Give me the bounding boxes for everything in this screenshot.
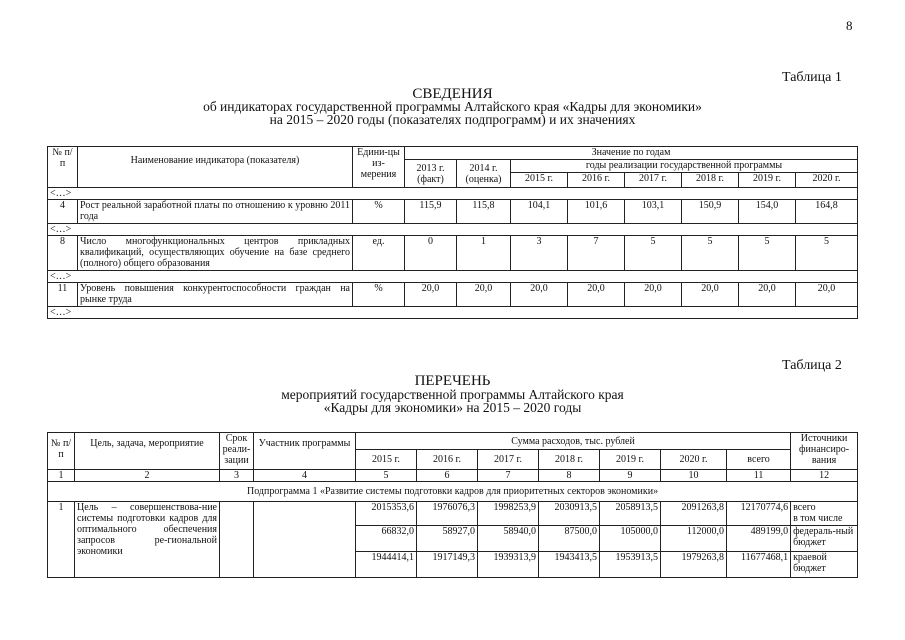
indicator-unit: ед.	[353, 236, 405, 271]
table-row	[48, 236, 858, 271]
page-number: 8	[846, 18, 853, 33]
col-name-header: Наименование индикатора (показателя)	[78, 147, 353, 188]
value-cell: 7	[568, 236, 625, 271]
value-cell: 0	[405, 236, 457, 271]
year-header: 2015 г.	[511, 173, 568, 188]
column-number: 7	[478, 470, 539, 482]
column-number: 1	[48, 470, 75, 482]
value-cell: 20,0	[405, 283, 457, 307]
year-header: 2019 г.	[739, 173, 796, 188]
year-header: 2020 г.	[661, 450, 727, 470]
sum-cell: 105000,0	[600, 526, 661, 552]
sum-cell: 2015353,6	[356, 502, 417, 526]
col-source-header: Источники финансиро-вания	[791, 433, 858, 470]
value-cell: 20,0	[682, 283, 739, 307]
col-participant-header: Участник программы	[254, 433, 356, 470]
sum-cell: 2091263,8	[661, 502, 727, 526]
col-term-header: Срок реали-зации	[220, 433, 254, 470]
value-cell: 5	[625, 236, 682, 271]
table2-subtitle-2: «Кадры для экономики» на 2015 – 2020 годы	[323, 400, 582, 415]
value-cell: 5	[796, 236, 858, 271]
year-header: 2015 г.	[356, 450, 417, 470]
goal-text: Цель – совершенствова-ние системы подготовки кадров для оптимального обеспечения запросов ре-гиональной экономики	[75, 502, 220, 578]
table-row	[48, 283, 858, 307]
column-number: 5	[356, 470, 417, 482]
sum-cell: 12170774,6	[727, 502, 791, 526]
table1-subtitle-2: на 2015 – 2020 годы (показателях подпрограмм) и их значениях	[269, 112, 636, 127]
col-goal-header: Цель, задача, мероприятие	[75, 433, 220, 470]
value-cell: 20,0	[739, 283, 796, 307]
table2-subtitle-1: мероприятий государственной программы Алтайского края	[281, 387, 624, 402]
year-header: 2017 г.	[625, 173, 682, 188]
sum-cell: 112000,0	[661, 526, 727, 552]
value-cell: 20,0	[457, 283, 511, 307]
sum-cell: 11677468,1	[727, 552, 791, 578]
sum-cell: 58927,0	[417, 526, 478, 552]
value-cell: 104,1	[511, 200, 568, 224]
year-header: 2018 г.	[539, 450, 600, 470]
column-number: 10	[661, 470, 727, 482]
total-header: всего	[727, 450, 791, 470]
sum-cell: 58940,0	[478, 526, 539, 552]
row-num: 11	[48, 283, 78, 307]
source-cell: краевой бюджет	[791, 552, 858, 578]
table1-heading: СВЕДЕНИЯ	[412, 86, 493, 102]
value-cell: 20,0	[796, 283, 858, 307]
row-num: 8	[48, 236, 78, 271]
sum-cell: 66832,0	[356, 526, 417, 552]
value-cell: 150,9	[682, 200, 739, 224]
table1-subtitle-1: об индикаторах государственной программы Алтайского края «Кадры для экономики»	[203, 99, 702, 114]
value-cell: 20,0	[625, 283, 682, 307]
skip-row: <…>	[48, 271, 858, 283]
col-unit-header: Едини-цы из-мерения	[353, 147, 405, 188]
col-sum-header: Сумма расходов, тыс. рублей	[356, 433, 791, 450]
column-numbers-row	[48, 470, 858, 482]
value-cell: 3	[511, 236, 568, 271]
column-number: 6	[417, 470, 478, 482]
sum-cell: 1979263,8	[661, 552, 727, 578]
col-2013-header: 2013 г. (факт)	[405, 160, 457, 188]
row-num: 4	[48, 200, 78, 224]
program-years-header: годы реализации государственной программы	[511, 160, 858, 173]
value-cell: 5	[739, 236, 796, 271]
skip-row: <…>	[48, 188, 858, 200]
col-num-header: № п/п	[48, 433, 75, 470]
participant-cell	[254, 502, 356, 578]
value-cell: 20,0	[511, 283, 568, 307]
sum-cell: 1944414,1	[356, 552, 417, 578]
value-cell: 5	[682, 236, 739, 271]
column-number: 9	[600, 470, 661, 482]
indicator-name: Рост реальной заработной платы по отношению к уровню 2011 года	[78, 200, 353, 224]
year-header: 2017 г.	[478, 450, 539, 470]
subprogram-row: Подпрограмма 1 «Развитие системы подготовки кадров для приоритетных секторов экономики»	[48, 482, 858, 502]
skip-row: <…>	[48, 224, 858, 236]
indicator-unit: %	[353, 283, 405, 307]
sum-cell: 1917149,3	[417, 552, 478, 578]
column-number: 11	[727, 470, 791, 482]
source-cell: федераль-ный бюджет	[791, 526, 858, 552]
year-header: 2016 г.	[568, 173, 625, 188]
col-values-header: Значение по годам	[405, 147, 858, 160]
source-note: в том числе	[793, 513, 843, 524]
value-cell: 115,9	[405, 200, 457, 224]
sum-cell: 1943413,5	[539, 552, 600, 578]
value-cell: 115,8	[457, 200, 511, 224]
sum-cell: 87500,0	[539, 526, 600, 552]
table1-label: Таблица 1	[782, 70, 842, 85]
source-cell	[791, 502, 858, 526]
value-cell: 103,1	[625, 200, 682, 224]
table-row	[48, 502, 858, 526]
column-number: 2	[75, 470, 220, 482]
indicator-unit: %	[353, 200, 405, 224]
skip-row: <…>	[48, 307, 858, 319]
value-cell: 154,0	[739, 200, 796, 224]
sum-cell: 1953913,5	[600, 552, 661, 578]
row-num: 1	[48, 502, 75, 578]
table2-heading: ПЕРЕЧЕНЬ	[414, 373, 491, 389]
sum-cell: 1998253,9	[478, 502, 539, 526]
table2-label: Таблица 2	[782, 358, 842, 373]
column-number: 8	[539, 470, 600, 482]
column-number: 3	[220, 470, 254, 482]
column-number: 4	[254, 470, 356, 482]
value-cell: 101,6	[568, 200, 625, 224]
year-header: 2020 г.	[796, 173, 858, 188]
year-header: 2016 г.	[417, 450, 478, 470]
year-header: 2019 г.	[600, 450, 661, 470]
sum-cell: 489199,0	[727, 526, 791, 552]
col-2014-header: 2014 г. (оценка)	[457, 160, 511, 188]
sum-cell: 2058913,5	[600, 502, 661, 526]
indicator-name: Число многофункциональных центров прикладных квалификаций, осуществляющих обучение на базе среднего (полного) общего образования	[78, 236, 353, 271]
sum-cell: 2030913,5	[539, 502, 600, 526]
table-row	[48, 200, 858, 224]
value-cell: 1	[457, 236, 511, 271]
col-num-header: № п/п	[48, 147, 78, 188]
activities-table	[47, 432, 858, 578]
value-cell: 20,0	[568, 283, 625, 307]
column-number: 12	[791, 470, 858, 482]
value-cell: 164,8	[796, 200, 858, 224]
indicators-table	[47, 146, 858, 319]
term-cell	[220, 502, 254, 578]
indicator-name: Уровень повышения конкурентоспособности граждан на рынке труда	[78, 283, 353, 307]
year-header: 2018 г.	[682, 173, 739, 188]
source-label: всего	[793, 502, 816, 513]
sum-cell: 1939313,9	[478, 552, 539, 578]
sum-cell: 1976076,3	[417, 502, 478, 526]
